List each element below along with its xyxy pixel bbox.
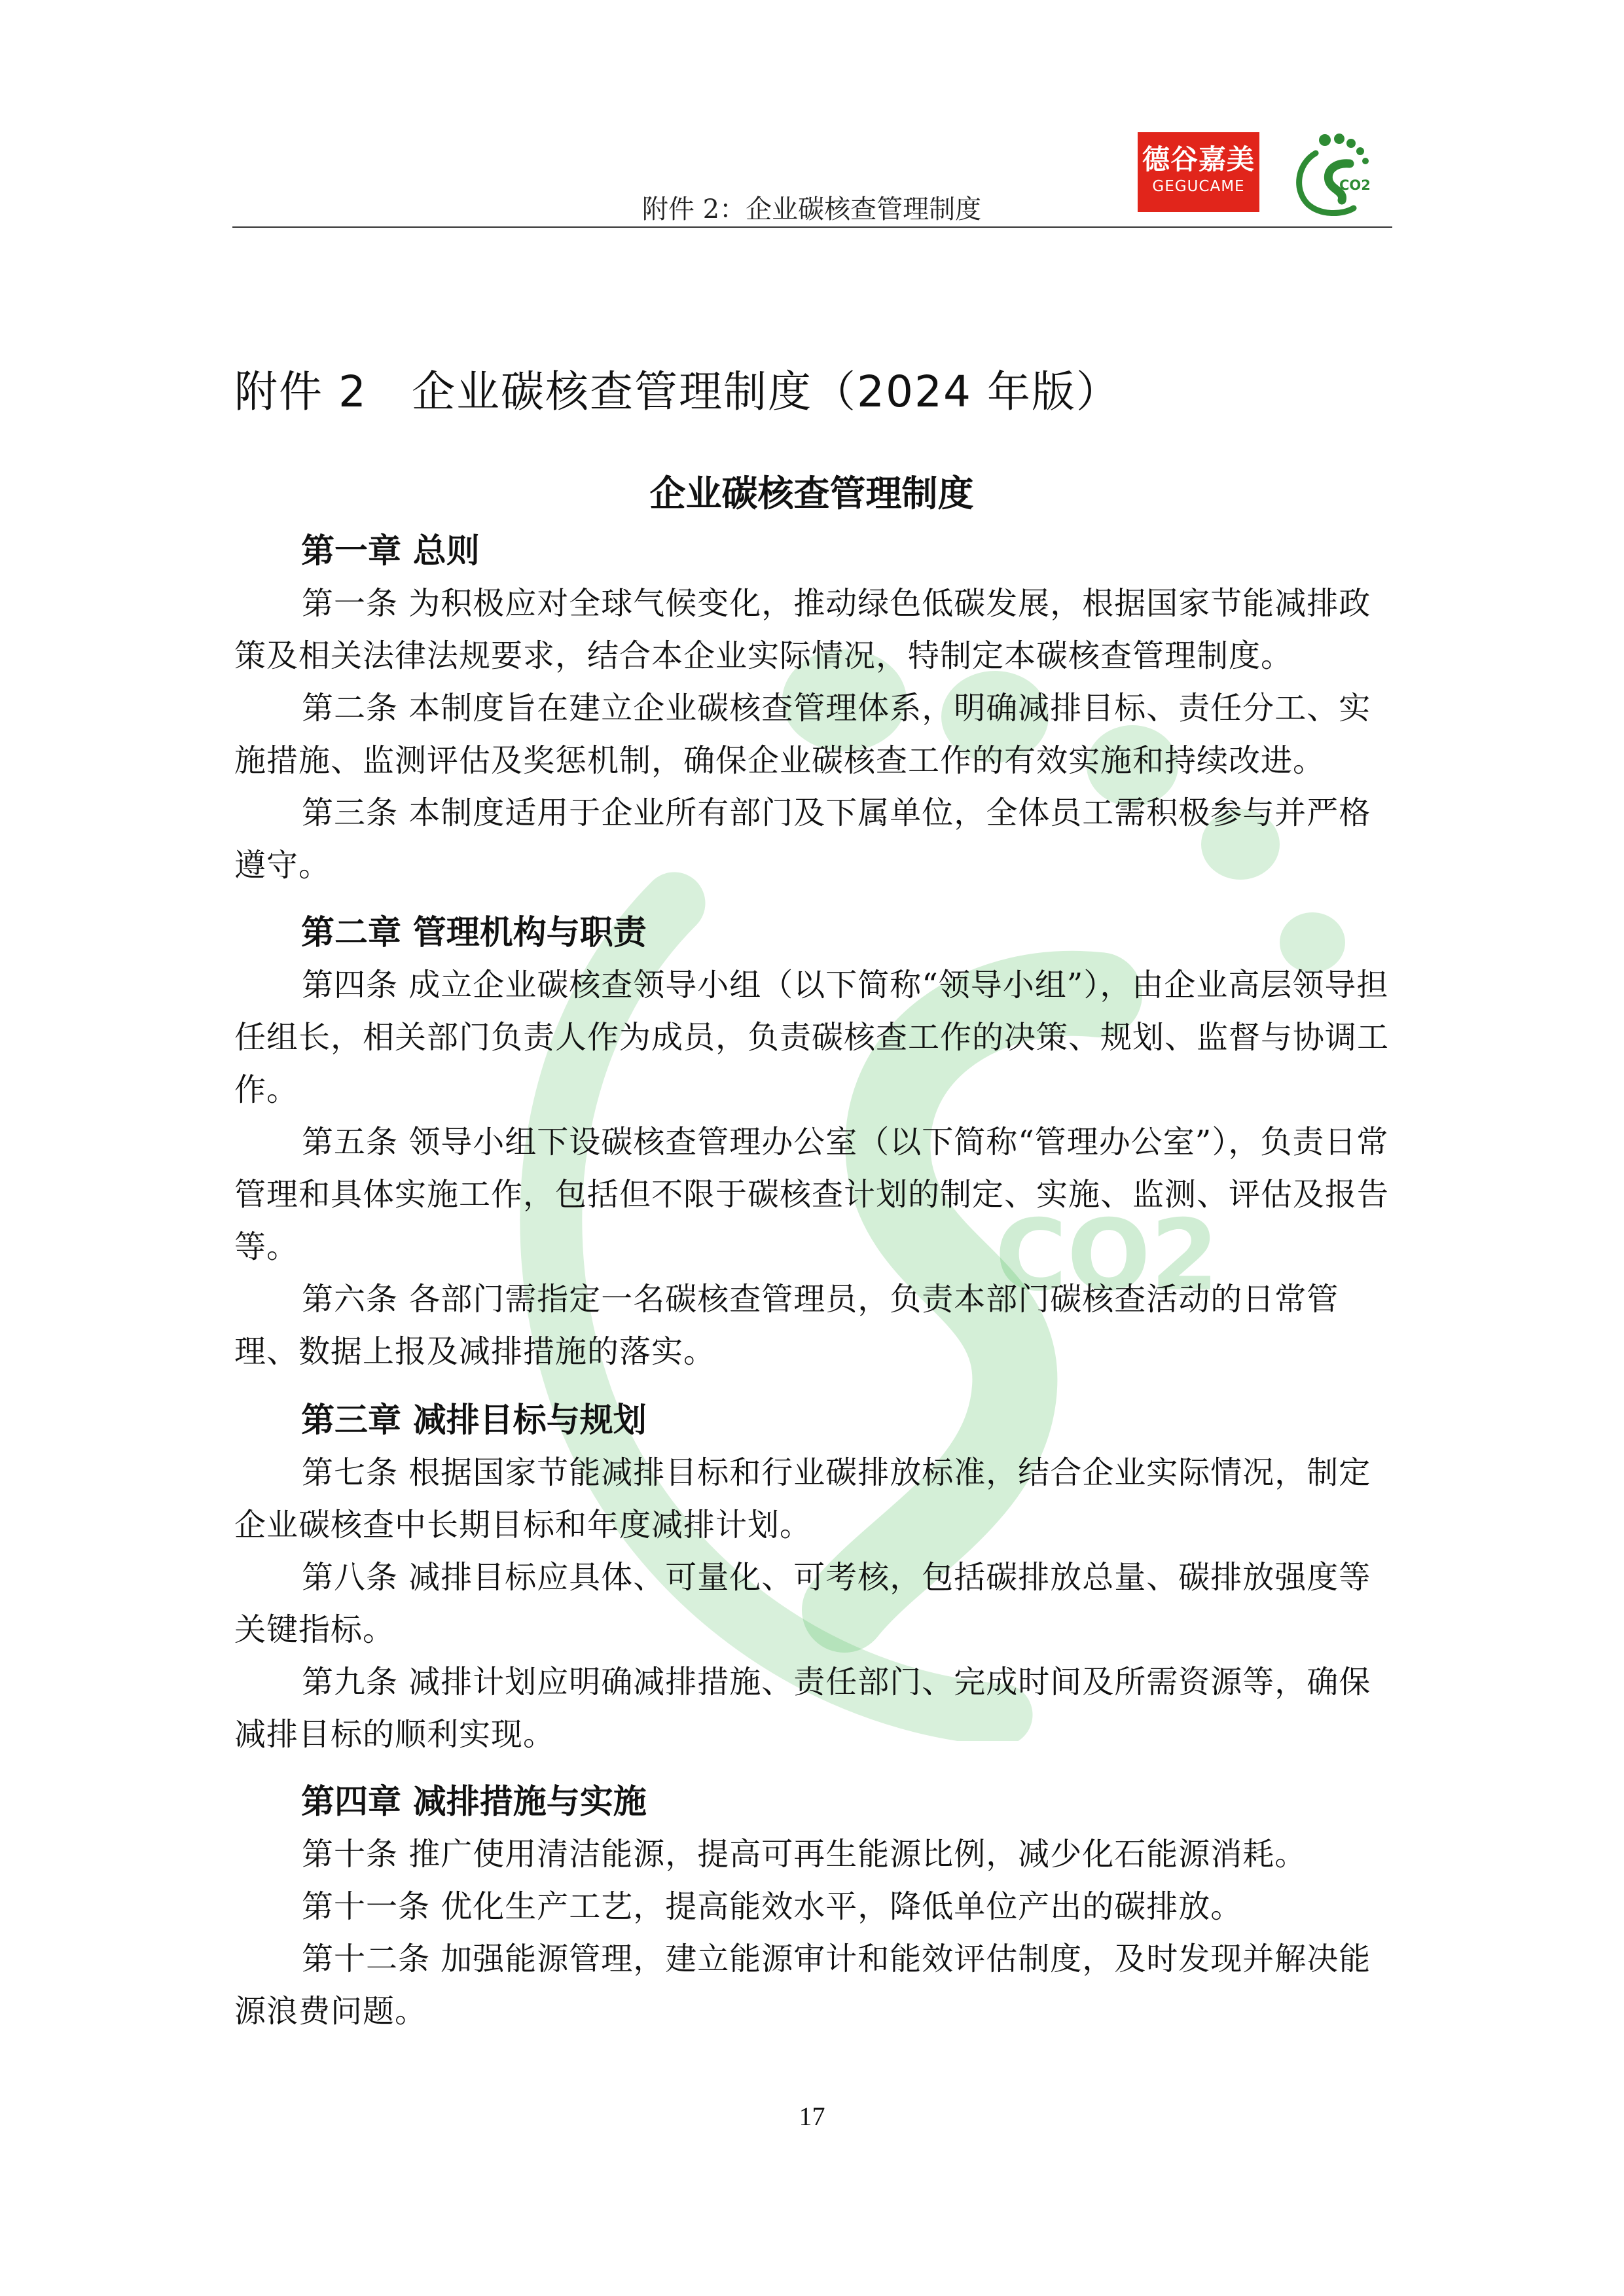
brand-name-zh: 德谷嘉美 bbox=[1142, 143, 1255, 175]
chapter-heading: 第二章 管理机构与职责 bbox=[301, 914, 647, 952]
page-number: 17 bbox=[799, 2102, 825, 2131]
article-paragraph: 第九条 减排计划应明确减排措施、责任部门、完成时间及所需资源等，确保减排目标的顺利实现。 bbox=[234, 1664, 1371, 1753]
article-paragraph: 第一条 为积极应对全球气候变化，推动绿色低碳发展，根据国家节能减排政策及相关法律法规要求，结合本企业实际情况，特制定本碳核查管理制度。 bbox=[234, 585, 1371, 674]
article-paragraph: 第八条 减排目标应具体、可量化、可考核，包括碳排放总量、碳排放强度等关键指标。 bbox=[234, 1559, 1371, 1648]
running-header: 附件 2：企业碳核查管理制度 bbox=[641, 194, 982, 224]
article-paragraph: 第六条 各部门需指定一名碳核查管理员，负责本部门碳核查活动的日常管理、数据上报及减排措施的落实。 bbox=[234, 1281, 1339, 1370]
article-paragraph: 第十二条 加强能源管理，建立能源审计和能效评估制度，及时发现并解决能源浪费问题。 bbox=[234, 1941, 1371, 2030]
chapter-heading: 第四章 减排措施与实施 bbox=[301, 1783, 647, 1821]
document-subtitle: 企业碳核查管理制度 bbox=[649, 473, 974, 514]
article-paragraph: 第二条 本制度旨在建立企业碳核查管理体系，明确减排目标、责任分工、实施措施、监测评估及奖惩机制，确保企业碳核查工作的有效实施和持续改进。 bbox=[234, 690, 1371, 779]
article-paragraph: 第十条 推广使用清洁能源，提高可再生能源比例，减少化石能源消耗。 bbox=[302, 1836, 1307, 1873]
chapter-heading: 第三章 减排目标与规划 bbox=[301, 1401, 647, 1440]
article-paragraph: 第十一条 优化生产工艺，提高能效水平，降低单位产出的碳排放。 bbox=[302, 1888, 1243, 1925]
appendix-title: 附件 2 企业碳核查管理制度（2024 年版） bbox=[234, 367, 1121, 417]
brand-name-en: GEGUCAME bbox=[1152, 178, 1245, 195]
watermark-co2-text: CO2 bbox=[995, 1199, 1219, 1313]
article-paragraph: 第三条 本制度适用于企业所有部门及下属单位，全体员工需积极参与并严格遵守。 bbox=[234, 795, 1371, 884]
article-paragraph: 第七条 根据国家节能减排目标和行业碳排放标准，结合企业实际情况，制定企业碳核查中长期目标和年度减排计划。 bbox=[234, 1454, 1371, 1543]
header-divider bbox=[232, 226, 1392, 228]
article-paragraph: 第四条 成立企业碳核查领导小组（以下简称“领导小组”），由企业高层领导担任组长，相关部门负责人作为成员，负责碳核查工作的决策、规划、监督与协调工作。 bbox=[234, 967, 1390, 1108]
chapter-heading: 第一章 总则 bbox=[301, 532, 480, 571]
article-paragraph: 第五条 领导小组下设碳核查管理办公室（以下简称“管理办公室”），负责日常管理和具体实施工作，包括但不限于碳核查计划的制定、实施、监测、评估及报告等。 bbox=[234, 1124, 1390, 1265]
logo-co2-text: CO2 bbox=[1339, 177, 1371, 193]
